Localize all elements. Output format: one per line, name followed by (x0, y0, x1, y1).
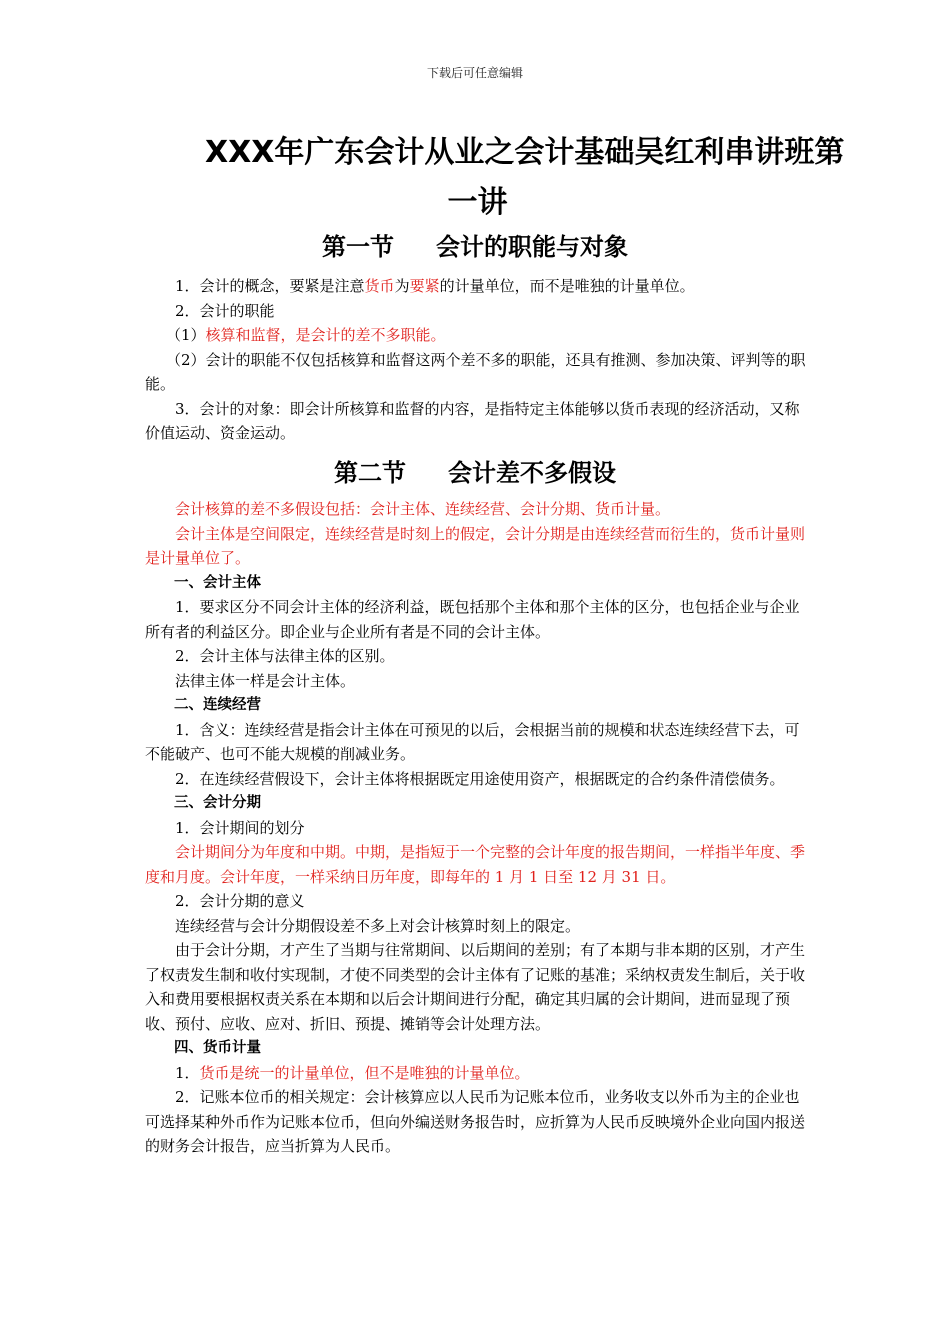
section-2-heading (0, 456, 950, 490)
paragraph: 会计期间分为年度和中期。中期，是指短于一个完整的会计年度的报告期间，一样指半年度、季度和月度。会计年度，一样采纳日历年度，即每年的 1 月 1 日至 12 月 31 日。 (145, 843, 806, 886)
paragraph: 1．含义：连续经营是指会计主体在可预见的以后，会根据当前的规模和状态连续经营下去，可不能破产、也可不能大规模的削减业务。 (145, 720, 800, 763)
title-line-1: XXX年广东会计从业之会计基础吴红利串讲班第 (205, 135, 845, 170)
paragraph: 由于会计分期，才产生了当期与往常期间、以后期间的差别；有了本期与非本期的区别，才产生了权责发生制和收付实现制，才使不同类型的会计主体有了记账的基准；采纳权责发生制后，关于收入和费用要根据权责关系在本期和以后会计期间进行分配，确定其归属的会计期间，进而显现了预收、预付、应收、应对、折旧、预提、摊销等会计处理方法。 (145, 941, 806, 1033)
paragraph (145, 1061, 810, 1086)
text-run: 1．会计的概念，要紧是注意 (175, 277, 365, 295)
section-1-number: 第一节 (322, 233, 394, 261)
paragraph: （2）会计的职能不仅包括核算和监督这两个差不多的职能，还具有推测、参加决策、评判等的职能。 (145, 350, 806, 393)
paragraph: 2．会计分期的意义 (175, 892, 305, 910)
emphasis-text: 核算和监督，是会计的差不多职能。 (205, 326, 446, 344)
paragraph (145, 323, 810, 348)
paragraph: 1．会计期间的划分 (175, 818, 305, 837)
subheading: 三、会计分期 (174, 795, 261, 811)
section-1-heading (0, 230, 950, 264)
title-line-2: 一讲 (447, 185, 508, 220)
paragraph: 会计主体是空间限定，连续经营是时刻上的假定，会计分期是由连续经营而衍生的，货币计量则是计量单位了。 (145, 524, 806, 567)
emphasis-text: 要紧 (409, 277, 440, 295)
paragraph: 3．会计的对象：即会计所核算和监督的内容，是指特定主体能够以货币表现的经济活动，又称价值运动、资金运动。 (145, 399, 800, 442)
subheading: 二、连续经营 (174, 697, 261, 713)
section-2-name: 会计差不多假设 (448, 459, 616, 487)
document-title (145, 128, 845, 228)
text-run: 为 (394, 277, 410, 295)
paragraph: 2．会计主体与法律主体的区别。 (175, 647, 395, 665)
text-run: 1． (175, 1063, 200, 1082)
paragraph: 2．在连续经营假设下，会计主体将根据既定用途使用资产，根据既定的合约条件清偿债务。 (175, 769, 785, 788)
paragraph (145, 274, 810, 299)
paragraph: 2．记账本位币的相关规定：会计核算应以人民币为记账本位币，业务收支以外币为主的企业也可选择某种外币作为记账本位币，但向外编送财务报告时，应折算为人民币反映境外企业向国内报送的财务会计报告，应当折算为人民币。 (145, 1088, 806, 1155)
text-run: （1） (166, 326, 206, 344)
section-1-name: 会计的职能与对象 (436, 233, 628, 261)
section-2-number: 第二节 (334, 459, 406, 487)
text-run: 的计量单位，而不是唯独的计量单位。 (439, 277, 695, 295)
page-header: 下载后可任意编辑 (426, 66, 523, 80)
paragraph: 2．会计的职能 (175, 301, 275, 320)
emphasis-text: 货币是统一的计量单位，但不是唯独的计量单位。 (199, 1063, 530, 1082)
section-2-body (145, 497, 810, 1159)
paragraph: 法律主体一样是会计主体。 (175, 671, 356, 690)
section-1-body (145, 274, 810, 446)
paragraph: 连续经营与会计分期假设差不多上对会计核算时刻上的限定。 (175, 916, 581, 935)
subheading: 一、会计主体 (174, 574, 261, 591)
paragraph: 1．要求区分不同会计主体的经济利益，既包括那个主体和那个主体的区分，也包括企业与企业所有者的利益区分。即企业与企业所有者是不同的会计主体。 (145, 598, 800, 641)
subheading: 四、货币计量 (174, 1040, 261, 1056)
paragraph: 会计核算的差不多假设包括：会计主体、连续经营、会计分期、货币计量。 (175, 500, 671, 518)
emphasis-text: 货币 (364, 277, 395, 295)
